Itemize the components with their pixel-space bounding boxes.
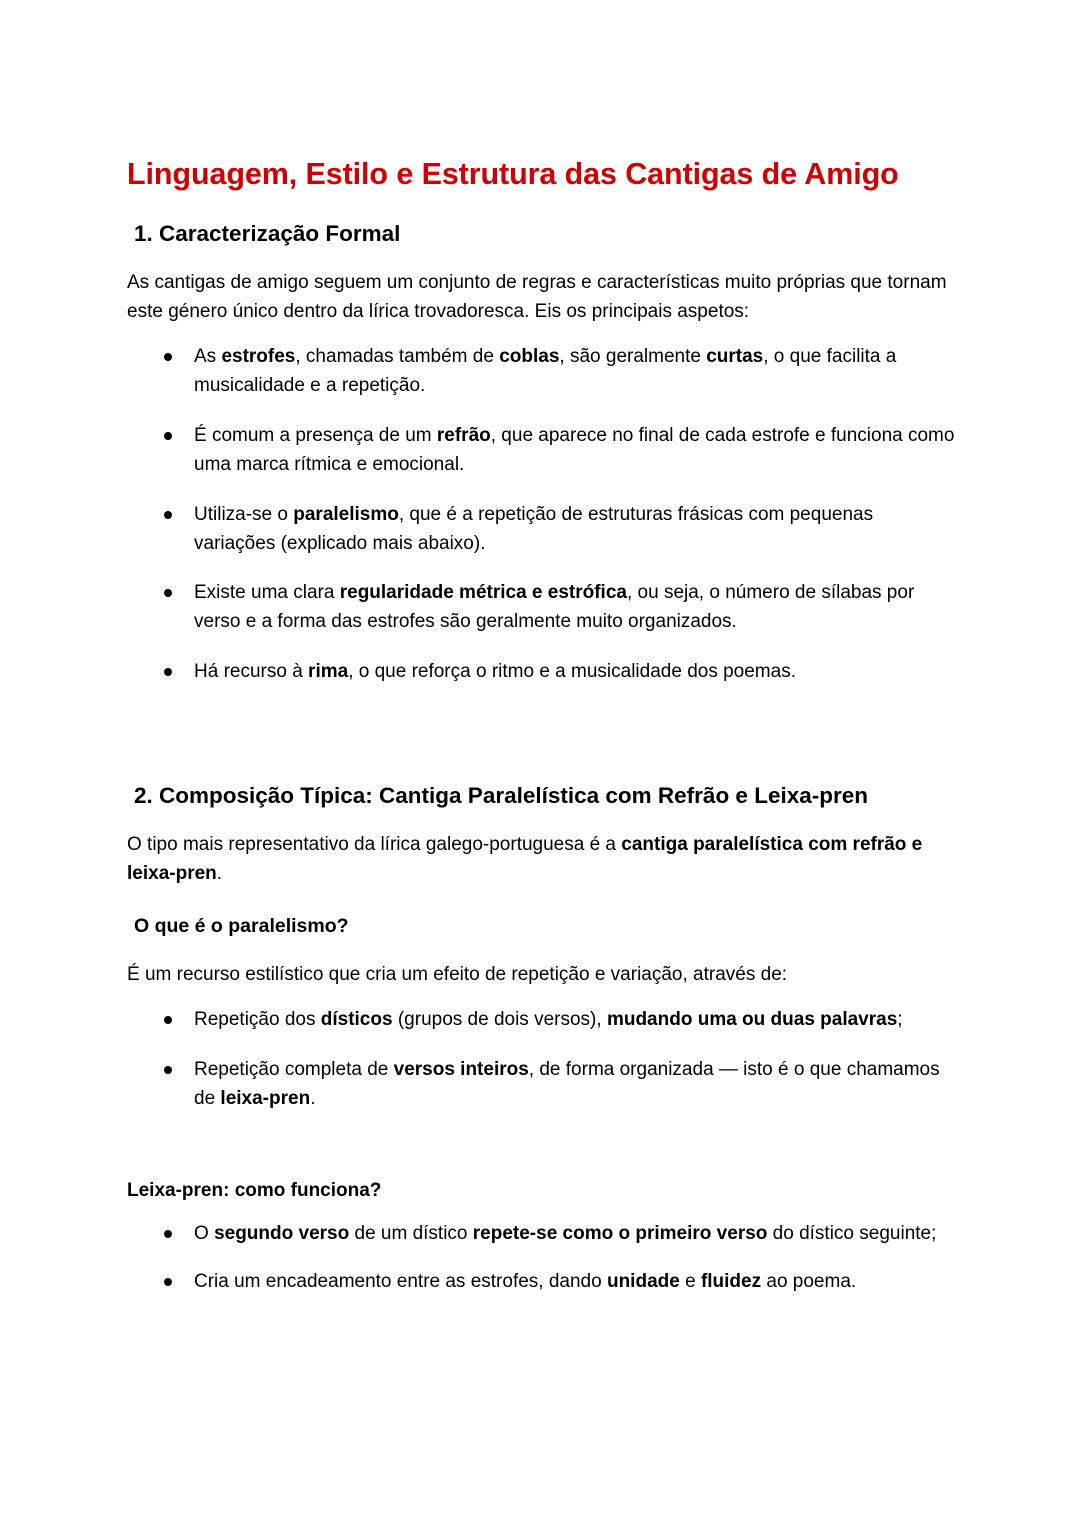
list-item-text: Cria um encadeamento entre as estrofes, dando unidade e fluidez ao poema. bbox=[194, 1271, 857, 1293]
list-item bbox=[127, 658, 955, 687]
bullet-dot-icon bbox=[164, 1278, 172, 1286]
section-heading-1: 1. Caracterização Formal bbox=[134, 221, 401, 247]
section-1-intro-paragraph: As cantigas de amigo seguem um conjunto de regras e características muito próprias que tornam este género único dentro da lírica trovadoresca. Eis os principais aspetos: bbox=[127, 272, 947, 323]
list-item-text: As estrofes, chamadas também de coblas, são geralmente curtas, o que facilita a musicalidade e a repetição. bbox=[194, 346, 897, 396]
bullet-dot-icon bbox=[164, 668, 172, 676]
document-content bbox=[127, 155, 955, 1316]
list-item bbox=[127, 501, 955, 559]
section-2-sub-intro-paragraph: É um recurso estilístico que cria um efeito de repetição e variação, através de: bbox=[127, 964, 788, 986]
list-item-text: Há recurso à rima, o que reforça o ritmo e a musicalidade dos poemas. bbox=[194, 661, 796, 683]
list-item bbox=[127, 579, 955, 637]
list-item-text: Repetição completa de versos inteiros, de forma organizada — isto é o que chamamos de leixa-pren. bbox=[194, 1059, 940, 1109]
bullet-dot-icon bbox=[164, 1230, 172, 1238]
section-1-bullet-list bbox=[127, 343, 955, 687]
list-item-text: É comum a presença de um refrão, que aparece no final de cada estrofe e funciona como uma marca rítmica e emocional. bbox=[194, 424, 955, 475]
section-heading-2: 2. Composição Típica: Cantiga Paralelística com Refrão e Leixa-pren bbox=[134, 783, 868, 808]
list-item-text: Existe uma clara regularidade métrica e estrófica, ou seja, o número de sílabas por verso e a forma das estrofes são geralmente muito organizados. bbox=[194, 582, 915, 633]
list-item-text: Utiliza-se o paralelismo, que é a repetição de estruturas frásicas com pequenas variações (explicado mais abaixo). bbox=[194, 503, 874, 554]
list-item-text: O segundo verso de um dístico repete-se como o primeiro verso do dístico seguinte; bbox=[194, 1223, 937, 1245]
list-item bbox=[127, 1006, 955, 1035]
bullet-dot-icon bbox=[164, 432, 172, 440]
list-item bbox=[127, 422, 955, 480]
section-2-bullet-list-paralelismo bbox=[127, 1006, 955, 1114]
list-item-text: Repetição dos dísticos (grupos de dois versos), mudando uma ou duas palavras; bbox=[194, 1009, 903, 1031]
section-spacer bbox=[127, 687, 955, 759]
list-item bbox=[127, 1056, 955, 1114]
bullet-dot-icon bbox=[164, 1016, 172, 1024]
bullet-dot-icon bbox=[164, 353, 172, 361]
subheading-o-que-e-o-paralelismo: O que é o paralelismo? bbox=[134, 915, 349, 937]
bullet-dot-icon bbox=[164, 589, 172, 597]
list-item bbox=[127, 1268, 955, 1297]
subheading-leixa-pren-como-funciona: Leixa-pren: como funciona? bbox=[127, 1179, 382, 1201]
bullet-dot-icon bbox=[164, 511, 172, 519]
subsection-spacer bbox=[127, 1114, 955, 1154]
list-item bbox=[127, 343, 955, 401]
page-title: Linguagem, Estilo e Estrutura das Cantigas de Amigo bbox=[127, 157, 899, 191]
section-2-intro-paragraph: O tipo mais representativo da lírica galego-portuguesa é a cantiga paralelística com refrão e leixa-pren. bbox=[127, 834, 923, 885]
list-item bbox=[127, 1220, 955, 1249]
section-2-bullet-list-leixa-pren bbox=[127, 1220, 955, 1297]
bullet-dot-icon bbox=[164, 1066, 172, 1074]
